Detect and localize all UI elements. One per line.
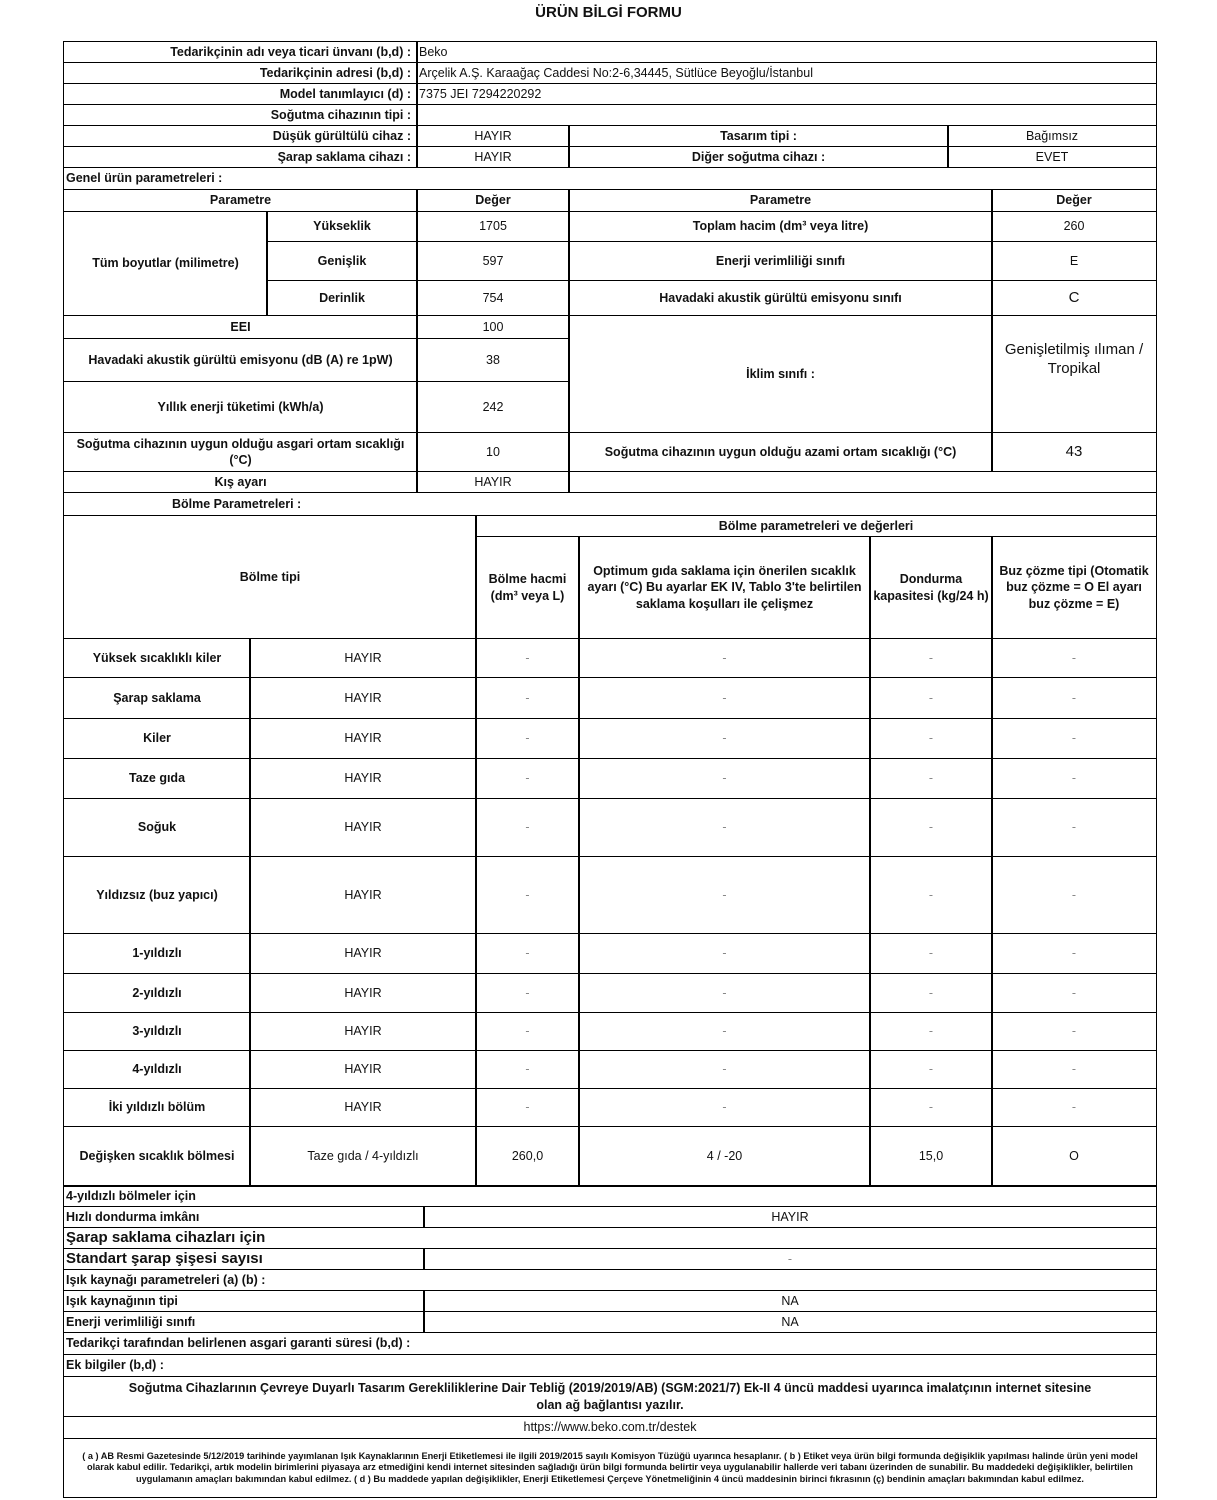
max-temp-label: Soğutma cihazının uygun olduğu azami ortam sıcaklığı (°C): [568, 432, 993, 472]
compartment-temp: -: [578, 798, 871, 857]
light-type-value: NA: [423, 1290, 1157, 1312]
compartment-name: 3-yıldızlı: [63, 1012, 251, 1051]
climate-class-label: İklim sınıfı :: [568, 315, 993, 433]
compartment-freeze: -: [869, 1088, 993, 1127]
energy-class-value: E: [991, 241, 1157, 281]
supplier-name-value: Beko: [416, 41, 1157, 63]
compartment-present: HAYIR: [249, 758, 477, 799]
low-noise-value: HAYIR: [416, 125, 570, 147]
compartment-defrost: -: [991, 677, 1157, 719]
light-class-value: NA: [423, 1311, 1157, 1333]
compartment-volume: 260,0: [475, 1126, 580, 1187]
compartment-temp: -: [578, 1088, 871, 1127]
depth-label: Derinlik: [266, 280, 418, 316]
compartment-freeze: -: [869, 758, 993, 799]
compartment-name: 1-yıldızlı: [63, 933, 251, 974]
compartment-name: İki yıldızlı bölüm: [63, 1088, 251, 1127]
compartment-volume: -: [475, 933, 580, 974]
supplier-address-value: Arçelik A.Ş. Karaağaç Caddesi No:2-6,34445, Sütlüce Beyoğlu/İstanbul: [416, 62, 1157, 84]
compartment-freeze: -: [869, 973, 993, 1013]
light-type-label: Işık kaynağının tipi: [63, 1290, 425, 1312]
energy-class-label: Enerji verimliliği sınıfı: [568, 241, 993, 281]
height-label: Yükseklik: [266, 211, 418, 242]
compartment-volume: -: [475, 1088, 580, 1127]
dimensions-label: Tüm boyutlar (milimetre): [63, 211, 268, 316]
eei-value: 100: [416, 315, 570, 339]
value-header-2: Değer: [991, 189, 1157, 212]
max-temp-value: 43: [991, 432, 1157, 472]
total-volume-value: 260: [991, 211, 1157, 242]
compartment-defrost: -: [991, 1088, 1157, 1127]
compartment-name: 2-yıldızlı: [63, 973, 251, 1013]
wine-section-label: Şarap saklama cihazları için: [63, 1227, 1157, 1249]
four-star-section-label: 4-yıldızlı bölmeler için: [63, 1185, 1157, 1207]
other-appliance-value: EVET: [947, 146, 1157, 168]
compartment-freeze: -: [869, 933, 993, 974]
compartment-name: Kiler: [63, 718, 251, 759]
compartment-temp: -: [578, 638, 871, 678]
fast-freeze-value: HAYIR: [423, 1206, 1157, 1228]
compartment-name: Şarap saklama: [63, 677, 251, 719]
compartment-defrost: -: [991, 638, 1157, 678]
width-label: Genişlik: [266, 241, 418, 281]
compartment-name: Yıldızsız (buz yapıcı): [63, 856, 251, 934]
design-type-label: Tasarım tipi :: [568, 125, 949, 147]
compartment-name: Taze gıda: [63, 758, 251, 799]
compartment-defrost: -: [991, 856, 1157, 934]
width-value: 597: [416, 241, 570, 281]
compartment-temp: -: [578, 973, 871, 1013]
design-type-value: Bağımsız: [947, 125, 1157, 147]
fast-freeze-label: Hızlı dondurma imkânı: [63, 1206, 425, 1228]
supplier-address-label: Tedarikçinin adresi (b,d) :: [63, 62, 418, 84]
compartment-temp: 4 / -20: [578, 1126, 871, 1187]
compartment-defrost: -: [991, 1012, 1157, 1051]
winter-label: Kış ayarı: [63, 471, 418, 493]
compartment-temp: -: [578, 718, 871, 759]
other-appliance-label: Diğer soğutma cihazı :: [568, 146, 949, 168]
compartment-freeze: -: [869, 677, 993, 719]
compartment-defrost: -: [991, 973, 1157, 1013]
compartment-freeze: -: [869, 718, 993, 759]
compartment-freeze: -: [869, 638, 993, 678]
depth-value: 754: [416, 280, 570, 316]
supplier-name-label: Tedarikçinin adı veya ticari ünvanı (b,d) :: [63, 41, 418, 63]
compartment-defrost: O: [991, 1126, 1157, 1187]
compartment-volume: -: [475, 638, 580, 678]
page-title: ÜRÜN BİLGİ FORMU: [535, 4, 682, 21]
light-section-label: Işık kaynağı parametreleri (a) (b) :: [63, 1269, 1157, 1291]
compartment-volume: -: [475, 1050, 580, 1089]
compartment-name: 4-yıldızlı: [63, 1050, 251, 1089]
compartment-temp: -: [578, 677, 871, 719]
value-header: Değer: [416, 189, 570, 212]
height-value: 1705: [416, 211, 570, 242]
winter-value: HAYIR: [416, 471, 570, 493]
winter-empty: [568, 471, 1157, 493]
noise-db-label: Havadaki akustik gürültü emisyonu (dB (A) re 1pW): [63, 338, 418, 382]
model-label: Model tanımlayıcı (d) :: [63, 83, 418, 105]
compartment-freeze: -: [869, 1012, 993, 1051]
compartment-name: Değişken sıcaklık bölmesi: [63, 1126, 251, 1187]
noise-db-value: 38: [416, 338, 570, 382]
compartment-group-header: Bölme parametreleri ve değerleri: [475, 515, 1157, 537]
compartment-present: HAYIR: [249, 933, 477, 974]
min-temp-value: 10: [416, 432, 570, 472]
volume-header: Bölme hacmi (dm³ veya L): [475, 536, 580, 639]
compartment-volume: -: [475, 798, 580, 857]
compartment-present: HAYIR: [249, 718, 477, 759]
compartment-section-label: Bölme Parametreleri :: [63, 492, 1157, 516]
compartment-volume: -: [475, 1012, 580, 1051]
compartment-temp: -: [578, 758, 871, 799]
compartment-defrost: -: [991, 758, 1157, 799]
wine-bottles-label: Standart şarap şişesi sayısı: [63, 1248, 425, 1270]
wine-appliance-label: Şarap saklama cihazı :: [63, 146, 418, 168]
compartment-volume: -: [475, 856, 580, 934]
low-noise-label: Düşük gürültülü cihaz :: [63, 125, 418, 147]
compartment-type-header: Bölme tipi: [63, 515, 477, 639]
noise-class-value: C: [991, 280, 1157, 316]
compartment-volume: -: [475, 758, 580, 799]
light-class-label: Enerji verimliliği sınıfı: [63, 1311, 425, 1333]
param-header: Parametre: [63, 189, 418, 212]
compartment-defrost: -: [991, 718, 1157, 759]
defrost-header: Buz çözme tipi (Otomatik buz çözme = O El ayarı buz çözme = E): [991, 536, 1157, 639]
compartment-present: HAYIR: [249, 1012, 477, 1051]
noise-class-label: Havadaki akustik gürültü emisyonu sınıfı: [568, 280, 993, 316]
compartment-volume: -: [475, 718, 580, 759]
compartment-defrost: -: [991, 1050, 1157, 1089]
freeze-header: Dondurma kapasitesi (kg/24 h): [869, 536, 993, 639]
compartment-present: HAYIR: [249, 856, 477, 934]
wine-bottles-value: -: [423, 1248, 1157, 1270]
compartment-present: HAYIR: [249, 1050, 477, 1089]
compartment-present: HAYIR: [249, 798, 477, 857]
cooling-type-value: [416, 104, 1157, 126]
min-temp-label: Soğutma cihazının uygun olduğu asgari ortam sıcaklığı (°C): [63, 432, 418, 472]
compartment-name: Yüksek sıcaklıklı kiler: [63, 638, 251, 678]
wine-appliance-value: HAYIR: [416, 146, 570, 168]
compartment-present: HAYIR: [249, 1088, 477, 1127]
compartment-temp: -: [578, 1012, 871, 1051]
general-section-label: Genel ürün parametreleri :: [63, 167, 1157, 190]
compartment-present: Taze gıda / 4-yıldızlı: [249, 1126, 477, 1187]
warranty-label: Tedarikçi tarafından belirlenen asgari garanti süresi (b,d) :: [63, 1332, 1157, 1355]
support-url-link[interactable]: https://www.beko.com.tr/destek: [63, 1416, 1157, 1439]
compartment-present: HAYIR: [249, 973, 477, 1013]
compartment-temp: -: [578, 1050, 871, 1089]
compartment-freeze: -: [869, 1050, 993, 1089]
compartment-present: HAYIR: [249, 638, 477, 678]
footnote: ( a ) AB Resmi Gazetesinde 5/12/2019 tarihinde yayımlanan Işık Kaynaklarının Enerji Etiketlemesi ile ilgili 2019/2015 sayılı Komisyon Tüzüğü uyarınca hesaplanır. ( b ) Etiket veya ürün bilgi formunda değişiklik yapılması halinde ürün yeni model olarak kabul edilir. Tedarikçi, artık modelin birimlerini piyasaya arz etmediğini kendi internet sitesinden sağladığı ürün bilgi formunda belirtir veya uygulanabilir hallerde veri tabanı üzerinden de sunabilir. Bu maddedeki değişiklikler, belirtilen uygulamanın amaçları bakımından kabul edilmez. ( d ) Bu maddede yapılan değişiklikler, Enerji Etiketlemesi Çerçeve Yönetmeliğinin 4 üncü maddesinin birinci fıkrasının (ç) bendinin amaçları bakımından kabul edilmez.: [63, 1438, 1157, 1498]
compartment-defrost: -: [991, 798, 1157, 857]
annual-energy-label: Yıllık enerji tüketimi (kWh/a): [63, 381, 418, 433]
compartment-freeze: 15,0: [869, 1126, 993, 1187]
compartment-temp: -: [578, 856, 871, 934]
eei-label: EEI: [63, 315, 418, 339]
regulation-text: Soğutma Cihazlarının Çevreye Duyarlı Tasarım Gerekliliklerine Dair Tebliğ (2019/2019/AB) (SGM:2021/7) Ek-II 4 üncü maddesi uyarınca imalatçının internet sitesine olan ağ bağlantısı yazılır.: [63, 1376, 1157, 1417]
annual-energy-value: 242: [416, 381, 570, 433]
cooling-type-label: Soğutma cihazının tipi :: [63, 104, 418, 126]
param-header-2: Parametre: [568, 189, 993, 212]
compartment-temp: -: [578, 933, 871, 974]
compartment-name: Soğuk: [63, 798, 251, 857]
compartment-freeze: -: [869, 856, 993, 934]
model-value: 7375 JEI 7294220292: [416, 83, 1157, 105]
compartment-present: HAYIR: [249, 677, 477, 719]
compartment-volume: -: [475, 677, 580, 719]
compartment-volume: -: [475, 973, 580, 1013]
compartment-defrost: -: [991, 933, 1157, 974]
extra-info-label: Ek bilgiler (b,d) :: [63, 1354, 1157, 1377]
compartment-freeze: -: [869, 798, 993, 857]
temp-header: Optimum gıda saklama için önerilen sıcaklık ayarı (°C) Bu ayarlar EK IV, Tablo 3'te belirtilen saklama koşulları ile çelişmez: [578, 536, 871, 639]
total-volume-label: Toplam hacim (dm³ veya litre): [568, 211, 993, 242]
climate-class-value: Genişletilmiş ılıman / Tropikal: [991, 315, 1157, 433]
